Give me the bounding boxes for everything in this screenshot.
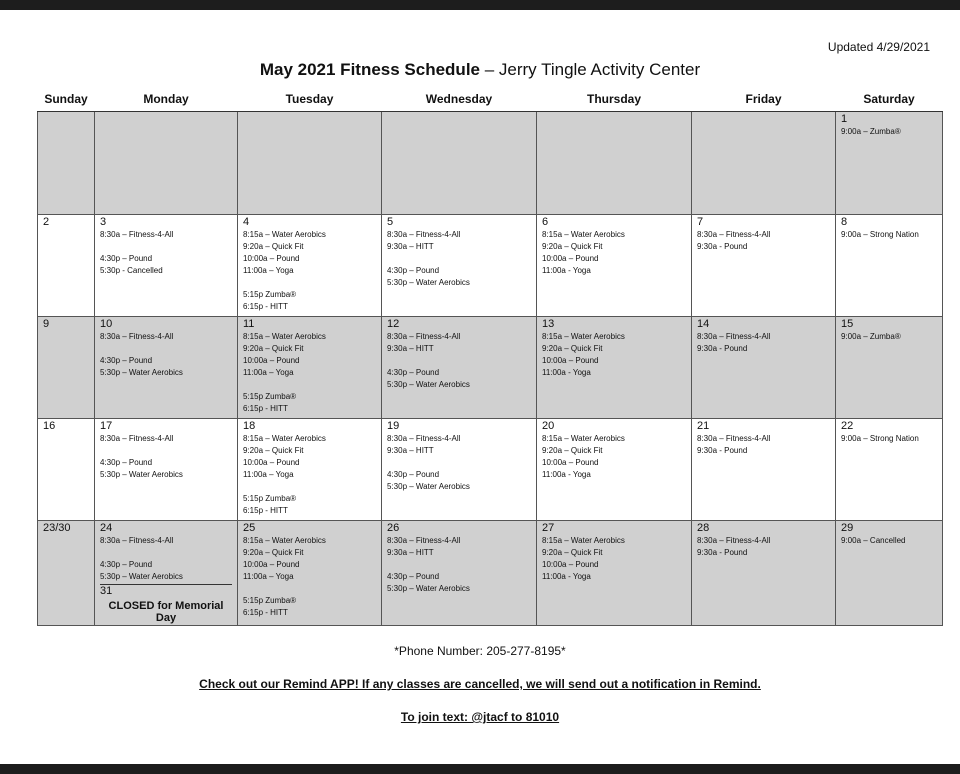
class-entry: 5:15p Zumba® — [243, 290, 297, 299]
class-entry: 9:20a – Quick Fit — [243, 446, 304, 455]
day-cell — [238, 215, 382, 317]
day-cell — [95, 521, 238, 626]
day-number: 18 — [243, 420, 256, 432]
schedule-page — [0, 10, 960, 764]
class-entry: 5:15p Zumba® — [243, 596, 297, 605]
day-cell — [836, 317, 943, 419]
day-cell — [95, 112, 238, 215]
day-number: 20 — [542, 420, 555, 432]
class-entry: 6:15p - HITT — [243, 302, 288, 311]
day-header: Tuesday — [238, 87, 382, 112]
day-cell — [238, 112, 382, 215]
spacer — [387, 457, 531, 469]
class-entry: 8:30a – Fitness-4-All — [387, 536, 461, 545]
spacer — [100, 241, 232, 253]
day-cell — [38, 112, 95, 215]
class-entry: 5:30p – Water Aerobics — [387, 482, 470, 491]
spacer — [243, 379, 376, 391]
day-cell — [836, 419, 943, 521]
day-cell — [95, 419, 238, 521]
day-cell — [95, 215, 238, 317]
class-entry: 4:30p – Pound — [100, 458, 153, 467]
class-entry: 4:30p – Pound — [100, 254, 153, 263]
closed-notice: CLOSED for Memorial Day — [108, 600, 224, 624]
day-cell — [537, 419, 692, 521]
day-number: 29 — [841, 522, 854, 534]
class-entry: 5:30p – Water Aerobics — [387, 278, 470, 287]
day-cell — [38, 215, 95, 317]
class-entry: 4:30p – Pound — [387, 470, 440, 479]
day-cell — [836, 215, 943, 317]
class-entry: 8:15a – Water Aerobics — [243, 536, 326, 545]
day-cell — [238, 317, 382, 419]
day-number: 5 — [387, 216, 394, 228]
class-entry: 4:30p – Pound — [387, 266, 440, 275]
week-row — [38, 215, 943, 317]
day-number: 3 — [100, 216, 107, 228]
class-entry: 8:30a – Fitness-4-All — [100, 434, 174, 443]
day-number: 10 — [100, 318, 113, 330]
class-entry: 8:30a – Fitness-4-All — [697, 230, 771, 239]
day-cell — [238, 521, 382, 626]
day-cell — [537, 215, 692, 317]
class-entry: 10:00a – Pound — [243, 254, 300, 263]
class-entry: 9:30a - Pound — [697, 344, 748, 353]
day-number: 11 — [243, 318, 255, 330]
class-entry: 9:20a – Quick Fit — [542, 344, 603, 353]
class-entry: 9:20a – Quick Fit — [542, 242, 603, 251]
class-entry: 10:00a – Pound — [542, 356, 599, 365]
class-entry: 6:15p - HITT — [243, 506, 288, 515]
day-number: 14 — [697, 318, 710, 330]
class-entry: 8:30a – Fitness-4-All — [387, 230, 461, 239]
class-entry: 9:30a - Pound — [697, 446, 748, 455]
class-entry: 4:30p – Pound — [100, 356, 153, 365]
day-cell — [692, 521, 836, 626]
class-entry: 10:00a – Pound — [243, 458, 300, 467]
day-cell — [38, 419, 95, 521]
day-number: 19 — [387, 420, 400, 432]
class-entry: 6:15p - HITT — [243, 404, 288, 413]
spacer — [100, 445, 232, 457]
class-entry: 5:30p – Water Aerobics — [100, 470, 183, 479]
class-entry: 9:30a – HITT — [387, 242, 434, 251]
day-number: 2 — [43, 216, 50, 228]
class-entry: 9:20a – Quick Fit — [542, 446, 603, 455]
class-entry: 11:00a – Yoga — [243, 470, 294, 479]
class-entry: 9:00a – Strong Nation — [841, 230, 919, 239]
day-number: 27 — [542, 522, 555, 534]
class-entry: 11:00a – Yoga — [243, 266, 294, 275]
class-entry: 11:00a - Yoga — [542, 266, 591, 275]
class-entry: 8:15a – Water Aerobics — [243, 230, 326, 239]
day-cell — [382, 419, 537, 521]
class-entry: 11:00a - Yoga — [542, 572, 591, 581]
day-cell — [238, 419, 382, 521]
day-cell — [95, 317, 238, 419]
day-number: 6 — [542, 216, 549, 228]
class-entry: 8:30a – Fitness-4-All — [697, 536, 771, 545]
class-entry: 8:15a – Water Aerobics — [542, 536, 625, 545]
class-entry: 9:20a – Quick Fit — [542, 548, 603, 557]
day-number: 24 — [100, 522, 113, 534]
spacer — [387, 559, 531, 571]
day-cell — [38, 317, 95, 419]
class-entry: 5:15p Zumba® — [243, 392, 297, 401]
day-header: Thursday — [537, 87, 692, 112]
page-title — [0, 60, 960, 80]
class-entry: 9:00a – Zumba® — [841, 127, 901, 136]
day-cell — [692, 215, 836, 317]
day-number: 21 — [697, 420, 710, 432]
class-entry: 11:00a - Yoga — [542, 470, 591, 479]
class-entry: 8:15a – Water Aerobics — [243, 434, 326, 443]
class-entry: 9:00a – Zumba® — [841, 332, 901, 341]
day-number: 28 — [697, 522, 710, 534]
week-row — [38, 521, 943, 626]
day-header: Sunday — [38, 87, 95, 112]
day-cell — [382, 215, 537, 317]
class-entry: 4:30p – Pound — [100, 560, 153, 569]
day-cell — [382, 521, 537, 626]
class-entry: 9:00a – Cancelled — [841, 536, 906, 545]
day-number: 25 — [243, 522, 256, 534]
day-cell — [692, 317, 836, 419]
class-entry: 9:30a – HITT — [387, 344, 434, 353]
class-entry: 8:30a – Fitness-4-All — [100, 230, 174, 239]
week-row — [38, 112, 943, 215]
day-cell — [537, 317, 692, 419]
memorial-day-block — [100, 584, 232, 624]
class-entry: 10:00a – Pound — [243, 356, 300, 365]
class-entry: 9:30a - Pound — [697, 242, 748, 251]
day-cell — [692, 419, 836, 521]
day-number: 8 — [841, 216, 848, 228]
class-entry: 10:00a – Pound — [542, 560, 599, 569]
class-entry: 9:20a – Quick Fit — [243, 242, 304, 251]
day-number: 26 — [387, 522, 400, 534]
class-entry: 5:30p – Water Aerobics — [387, 584, 470, 593]
class-entry: 9:20a – Quick Fit — [243, 548, 304, 557]
day-cell — [836, 521, 943, 626]
day-number: 1 — [841, 113, 848, 125]
class-entry: 6:15p - HITT — [243, 608, 288, 617]
day-number: 9 — [43, 318, 50, 330]
day-number: 16 — [43, 420, 56, 432]
class-entry: 8:30a – Fitness-4-All — [697, 332, 771, 341]
title-location: – Jerry Tingle Activity Center — [480, 60, 701, 79]
day-cell — [537, 521, 692, 626]
day-cell — [537, 112, 692, 215]
class-entry: 9:30a – HITT — [387, 548, 434, 557]
class-entry: 4:30p – Pound — [387, 572, 440, 581]
class-entry: 8:15a – Water Aerobics — [542, 332, 625, 341]
spacer — [243, 481, 376, 493]
class-entry: 11:00a - Yoga — [542, 368, 591, 377]
class-entry: 10:00a – Pound — [542, 254, 599, 263]
class-entry: 8:30a – Fitness-4-All — [387, 434, 461, 443]
join-instructions: To join text: @jtacf to 81010 — [400, 710, 560, 724]
updated-date: Updated 4/29/2021 — [827, 40, 930, 54]
day-header: Friday — [692, 87, 836, 112]
spacer — [387, 253, 531, 265]
class-entry: 5:30p – Water Aerobics — [387, 380, 470, 389]
class-entry: 8:30a – Fitness-4-All — [100, 536, 174, 545]
class-entry: 5:30p – Water Aerobics — [100, 572, 183, 581]
day-number: 15 — [841, 318, 854, 330]
class-entry: 8:15a – Water Aerobics — [542, 434, 625, 443]
spacer — [100, 547, 232, 559]
day-cell — [382, 112, 537, 215]
day-header: Saturday — [836, 87, 943, 112]
week-row — [38, 419, 943, 521]
day-cell — [692, 112, 836, 215]
day-number: 7 — [697, 216, 704, 228]
spacer — [243, 583, 376, 595]
class-entry: 9:30a - Pound — [697, 548, 748, 557]
day-cell — [382, 317, 537, 419]
class-entry: 8:15a – Water Aerobics — [243, 332, 326, 341]
class-entry: 5:30p - Cancelled — [100, 266, 163, 275]
class-entry: 8:15a – Water Aerobics — [542, 230, 625, 239]
title-main: May 2021 Fitness Schedule — [259, 60, 480, 79]
day-number: 31 — [100, 585, 113, 597]
class-entry: 8:30a – Fitness-4-All — [387, 332, 461, 341]
class-entry: 5:30p – Water Aerobics — [100, 368, 183, 377]
day-header: Wednesday — [382, 87, 537, 112]
weekday-header — [38, 87, 943, 112]
day-number: 12 — [387, 318, 400, 330]
day-header: Monday — [95, 87, 238, 112]
class-entry: 8:30a – Fitness-4-All — [697, 434, 771, 443]
spacer — [100, 343, 232, 355]
spacer — [387, 355, 531, 367]
day-number: 4 — [243, 216, 250, 228]
class-entry: 11:00a – Yoga — [243, 368, 294, 377]
spacer — [243, 277, 376, 289]
day-number: 22 — [841, 420, 854, 432]
phone-number: *Phone Number: 205-277-8195* — [394, 644, 566, 658]
class-entry: 9:20a – Quick Fit — [243, 344, 304, 353]
class-entry: 9:00a – Strong Nation — [841, 434, 919, 443]
class-entry: 11:00a – Yoga — [243, 572, 294, 581]
week-row — [38, 317, 943, 419]
day-number: 23/30 — [43, 522, 71, 534]
day-cell — [38, 521, 95, 626]
day-number: 17 — [100, 420, 113, 432]
calendar-table — [37, 87, 943, 626]
class-entry: 9:30a – HITT — [387, 446, 434, 455]
class-entry: 10:00a – Pound — [243, 560, 300, 569]
class-entry: 4:30p – Pound — [387, 368, 440, 377]
day-number: 13 — [542, 318, 555, 330]
class-entry: 8:30a – Fitness-4-All — [100, 332, 174, 341]
class-entry: 5:15p Zumba® — [243, 494, 297, 503]
class-entry: 10:00a – Pound — [542, 458, 599, 467]
remind-notice: Check out our Remind APP! If any classes are cancelled, we will send out a notification in Remind. — [199, 677, 761, 691]
day-cell — [836, 112, 943, 215]
